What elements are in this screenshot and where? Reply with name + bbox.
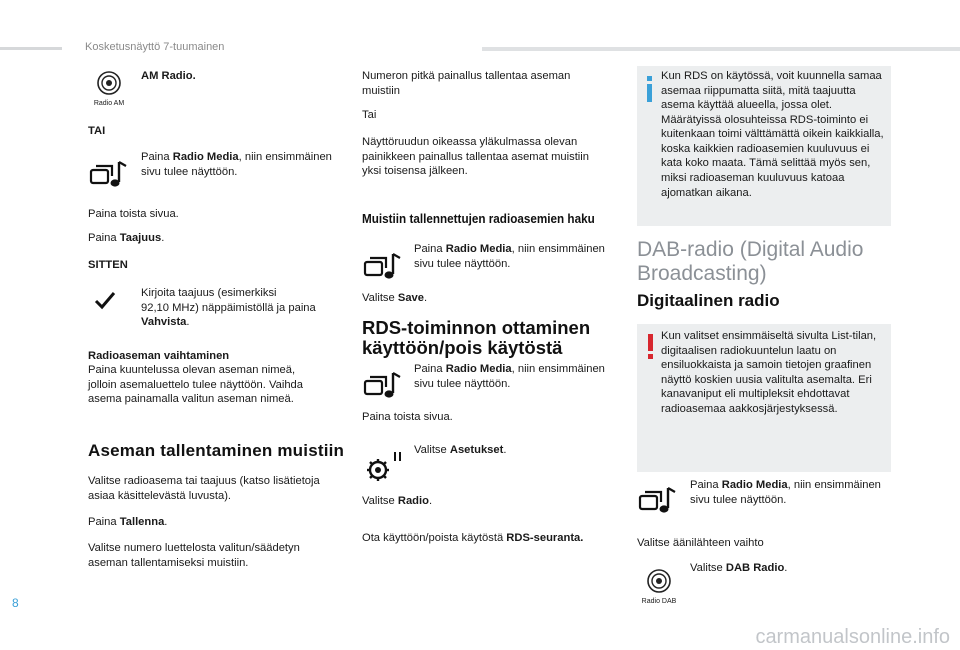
change-station-text: Paina kuuntelussa olevan aseman nimeä, jolloin asemaluettelo tulee näyttöön. Vaihda asema painamalla valitun aseman nimeä. xyxy=(88,364,303,406)
change-station-title: Radioaseman vaihtaminen xyxy=(88,350,230,362)
heading-dab xyxy=(637,238,863,285)
search-step-1: Paina Radio Media, niin ensimmäinen sivu tulee näyttöön. xyxy=(414,243,605,270)
tai-label: TAI xyxy=(88,125,106,137)
save-paragraph-1: Valitse radioasema tai taajuus (katso lisätietoja asiaa käsittelevästä luvusta). xyxy=(88,475,320,502)
heading-search-stations: Muistiin tallennettujen radioasemien haku xyxy=(362,211,595,226)
rds-step-5: Ota käyttöön/poista käytöstä RDS-seuranta. xyxy=(362,532,584,544)
rds-step-1: Paina Radio Media, niin ensimmäinen sivu tulee näyttöön. xyxy=(414,363,605,390)
col2-paragraph-2: Näyttöruudun oikeassa yläkulmassa olevan painikkeen painallus tallentaa asemat muistiin yksi toisensa jälkeen. xyxy=(362,136,589,178)
header-rule-left xyxy=(0,47,62,50)
running-header: Kosketusnäyttö 7-tuumainen xyxy=(85,41,225,53)
radio-dab-label: Radio DAB xyxy=(641,597,677,605)
rds-step-3: Valitse Asetukset. xyxy=(414,444,507,456)
radio-media-icon xyxy=(362,369,404,408)
paragraph-next-page: Paina toista sivua. xyxy=(88,208,179,220)
warning-icon xyxy=(646,334,656,360)
heading-rds-line-1: RDS-toiminnon ottaminen xyxy=(362,317,591,338)
info-icon xyxy=(645,76,655,102)
heading-rds xyxy=(362,318,590,358)
dab-step-2: Valitse äänilähteen vaihto xyxy=(637,537,764,549)
radio-media-icon xyxy=(362,250,404,289)
info-note-box xyxy=(637,66,891,226)
heading-digital-radio: Digitaalinen radio xyxy=(637,291,780,310)
radio-am-icon xyxy=(88,70,130,108)
heading-rds-line-2: käyttöön/pois käytöstä xyxy=(362,336,563,358)
heading-save-station: Aseman tallentaminen muistiin xyxy=(88,441,345,460)
step-am-radio: AM Radio. xyxy=(141,70,196,82)
col2-paragraph-1: Numeron pitkä painallus tallentaa aseman muistiin xyxy=(362,70,571,97)
paragraph-frequency: Paina Taajuus. xyxy=(88,232,165,244)
heading-dab-line-1: DAB-radio (Digital Audio xyxy=(637,238,864,261)
save-paragraph-3: Valitse numero luettelosta valitun/säädetyn aseman tallentamiseksi muistiin. xyxy=(88,542,300,569)
info-note-text: Kun RDS on käytössä, voit kuunnella samaa asemaa riippumatta siitä, mitä taajuutta asema käyttää alueella, jossa olet. Määrätyissä olosuhteissa RDS-toiminto ei kuitenkaan toimi välttämättä oikein kaikkialla, koska kaikkien radioasemien kuuluvuus ei kata koko maata. Tämä selittää myös sen, miksi radioaseman kuuluvuus katoaa ajomatkan aikana. xyxy=(661,70,884,199)
col2-tai: Tai xyxy=(362,109,377,121)
checkmark-icon xyxy=(93,290,117,315)
radio-am-label: Radio AM xyxy=(93,99,125,107)
radio-media-icon xyxy=(88,158,130,197)
watermark: carmanualsonline.info xyxy=(755,626,950,648)
dab-step-3: Valitse DAB Radio. xyxy=(690,562,788,574)
step-radio-media: Paina Radio Media, niin ensimmäinen sivu tulee näyttöön. xyxy=(141,151,332,178)
radio-media-icon xyxy=(637,484,679,523)
search-step-2: Valitse Save. xyxy=(362,292,428,304)
page-number: 8 xyxy=(12,596,19,610)
header-rule-right xyxy=(482,47,960,51)
step-enter-frequency: Kirjoita taajuus (esimerkiksi 92,10 MHz) näppäimistöllä ja paina Vahvista. xyxy=(141,287,316,329)
heading-dab-line-2: Broadcasting) xyxy=(637,261,767,285)
rds-step-4: Valitse Radio. xyxy=(362,495,433,507)
dab-step-1: Paina Radio Media, niin ensimmäinen sivu tulee näyttöön. xyxy=(690,479,881,506)
sitten-label: SITTEN xyxy=(88,259,128,271)
radio-dab-icon xyxy=(637,568,681,606)
rds-step-2: Paina toista sivua. xyxy=(362,411,453,423)
warning-note-box xyxy=(637,324,891,472)
save-paragraph-2: Paina Tallenna. xyxy=(88,516,168,528)
warning-note-text: Kun valitset ensimmäiseltä sivulta List-tilan, digitaalisen radiokuuntelun laatu on ensiluokkaista ja samoin tietojen graafinen näyttö koskien uusia valitulta asemalta. Eri kanavaniput eli multipleksit ehdottavat radioasemaa aakkosjärjestyksessä. xyxy=(661,330,877,415)
settings-icon xyxy=(362,448,404,489)
